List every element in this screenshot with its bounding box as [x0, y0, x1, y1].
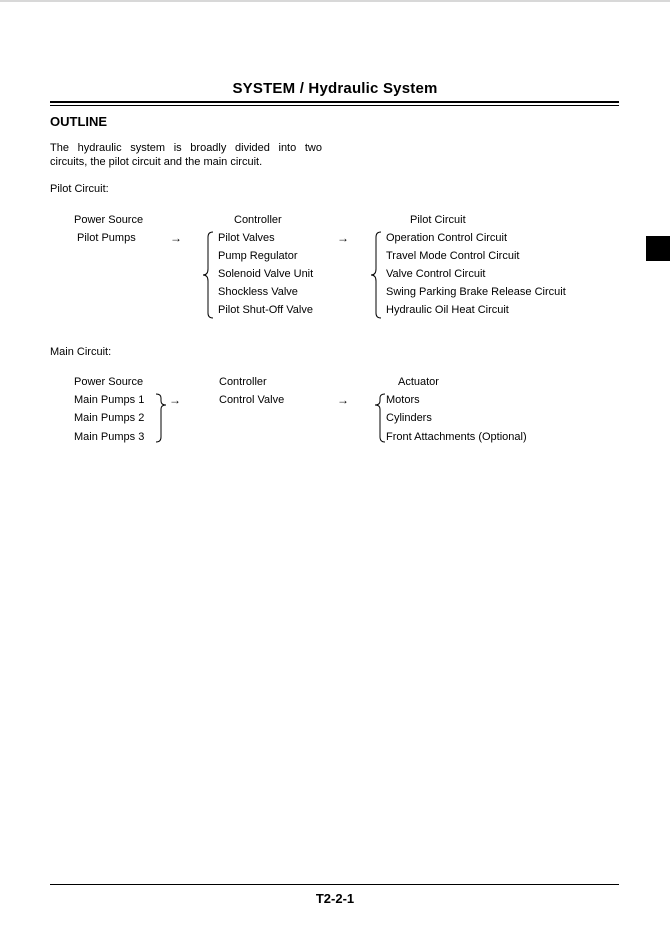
- main-actuator-item: Front Attachments (Optional): [386, 431, 527, 443]
- pilot-controller-item: Shockless Valve: [218, 286, 298, 298]
- pilot-circuit-item: Operation Control Circuit: [386, 232, 508, 244]
- pilot-header-power-source: Power Source: [74, 214, 144, 226]
- title-rule-thick: [50, 101, 619, 103]
- pilot-circuit-item: Swing Parking Brake Release Circuit: [386, 286, 566, 298]
- pilot-header-pilot-circuit: Pilot Circuit: [410, 214, 466, 226]
- pilot-controller-item: Solenoid Valve Unit: [218, 268, 314, 280]
- main-header-power-source: Power Source: [74, 376, 144, 388]
- pilot-circuits-brace: [370, 231, 382, 319]
- main-source-item: Main Pumps 1: [74, 394, 145, 406]
- main-actuator-item: Motors: [386, 394, 420, 406]
- intro-paragraph: The hydraulic system is broadly divided into two circuits, the pilot circuit and the main circuit.: [50, 142, 322, 168]
- page-title: SYSTEM / Hydraulic System: [232, 80, 438, 97]
- title-rule-thin: [50, 105, 619, 106]
- main-controller: Control Valve: [219, 394, 285, 406]
- pilot-controllers-brace: [202, 231, 214, 319]
- main-arrow-2: →: [337, 393, 349, 407]
- main-source-item: Main Pumps 2: [74, 412, 145, 424]
- main-circuit-label: Main Circuit:: [50, 346, 112, 358]
- main-actuator-item: Cylinders: [386, 412, 432, 424]
- main-arrow-1: →: [169, 393, 181, 407]
- page-top-border: [0, 0, 670, 2]
- pilot-source: Pilot Pumps: [77, 232, 136, 244]
- pilot-arrow-2: →: [337, 231, 349, 245]
- pilot-header-controller: Controller: [234, 214, 282, 226]
- main-source-item: Main Pumps 3: [74, 431, 145, 443]
- section-index-tab: [646, 236, 670, 261]
- pilot-controller-item: Pilot Shut-Off Valve: [218, 304, 313, 316]
- pilot-arrow-1: →: [170, 231, 182, 245]
- pilot-controller-item: Pump Regulator: [218, 250, 298, 262]
- main-header-controller: Controller: [219, 376, 267, 388]
- footer-rule: [50, 884, 619, 885]
- main-sources-brace: [155, 393, 167, 443]
- pilot-circuit-item: Travel Mode Control Circuit: [386, 250, 520, 262]
- outline-heading: OUTLINE: [50, 114, 108, 129]
- pilot-circuit-label: Pilot Circuit:: [50, 183, 109, 195]
- page-number: T2-2-1: [315, 891, 355, 906]
- pilot-circuit-item: Valve Control Circuit: [386, 268, 486, 280]
- main-header-actuator: Actuator: [398, 376, 439, 388]
- pilot-controller-item: Pilot Valves: [218, 232, 275, 244]
- main-actuators-brace: [374, 393, 386, 443]
- pilot-circuit-item: Hydraulic Oil Heat Circuit: [386, 304, 509, 316]
